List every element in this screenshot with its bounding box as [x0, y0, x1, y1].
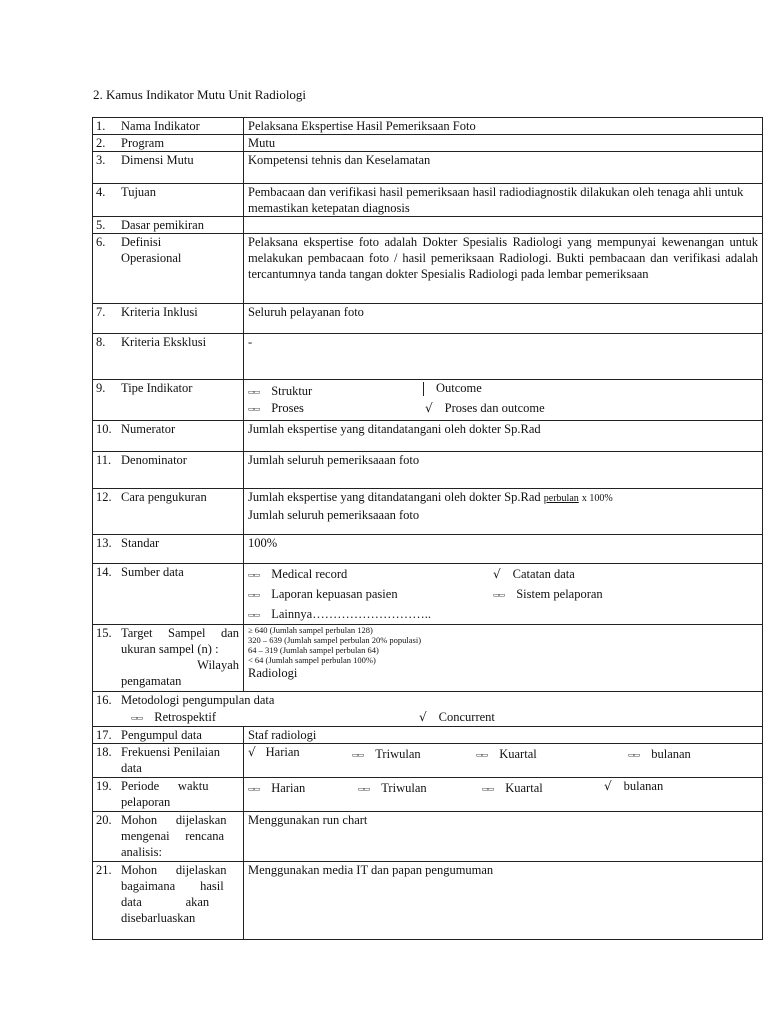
- row-label: Operasional: [121, 251, 182, 265]
- option-harian: Harian: [265, 745, 300, 759]
- row-number: 11.: [96, 453, 112, 467]
- table-row: [93, 421, 763, 452]
- option-outcome: Outcome: [436, 381, 482, 395]
- checkbox-empty-icon: ▭▭: [248, 785, 260, 794]
- row-number: 21.: [96, 863, 112, 877]
- table-row: [93, 452, 763, 489]
- row-value: 100%: [244, 535, 763, 564]
- table-row: [93, 184, 763, 217]
- option-laporan-kepuasan: Laporan kepuasan pasien: [271, 587, 398, 601]
- row-value: -: [244, 334, 763, 380]
- row-value: Pembacaan dan verifikasi hasil pemeriksaan hasil radiodiagnostik dilakukan oleh tenaga ahli untuk memastikan ketepatan diagnosis: [244, 184, 763, 217]
- row-number: 9.: [96, 381, 106, 395]
- target-sample-line: 64 – 319 (Jumlah sampel perbulan 64): [248, 645, 379, 655]
- checkbox-empty-icon: ▭▭: [248, 571, 260, 580]
- indicator-table: [92, 117, 763, 940]
- row-number: 18.: [96, 745, 112, 759]
- row-number: 2.: [96, 136, 106, 150]
- row-number: 15.: [96, 626, 112, 640]
- row-number: 8.: [96, 335, 106, 349]
- option-proses: Proses: [271, 401, 304, 415]
- row-label: Kriteria Eksklusi: [121, 335, 207, 349]
- option-catatan-data: Catatan data: [512, 567, 575, 581]
- table-row: [93, 727, 763, 744]
- row-label: Wilayah: [197, 658, 239, 672]
- table-row: [93, 380, 763, 421]
- row-value: Menggunakan run chart: [244, 812, 763, 862]
- target-sample-line: ≥ 640 (Jumlah sampel perbulan 128): [248, 625, 373, 635]
- row-label: Dasar pemikiran: [121, 218, 204, 232]
- formula-multiplier: x 100%: [581, 493, 613, 504]
- formula-denominator: Jumlah seluruh pemeriksaaan foto: [248, 508, 420, 522]
- table-row: [93, 152, 763, 184]
- checkbox-empty-icon: ▭▭: [493, 591, 505, 600]
- target-sample-line: 320 – 639 (Jumlah sampel perbulan 20% populasi): [248, 635, 422, 645]
- row-number: 14.: [96, 565, 112, 579]
- table-row: [93, 217, 763, 234]
- row-number: 19.: [96, 779, 112, 793]
- checkbox-empty-icon: ▭▭: [482, 785, 494, 794]
- row-label: Program: [121, 136, 165, 150]
- row-value: Seluruh pelayanan foto: [244, 304, 763, 334]
- row-value: Jumlah ekspertise yang ditandatangani oleh dokter Sp.Rad: [244, 421, 763, 452]
- option-bulanan: bulanan: [623, 779, 664, 793]
- table-row: [93, 692, 763, 727]
- row-label: Frekuensi Penilaian: [121, 745, 220, 759]
- checkbox-empty-icon: ▭▭: [248, 611, 260, 620]
- checkmark-icon: √: [419, 710, 427, 724]
- row-number: 13.: [96, 536, 112, 550]
- row-label: pelaporan: [121, 795, 171, 809]
- row-number: 16.: [96, 693, 112, 707]
- table-row: [93, 564, 763, 625]
- checkbox-empty-icon: ▭▭: [352, 751, 364, 760]
- row-label: Dimensi Mutu: [121, 153, 194, 167]
- row-number: 4.: [96, 185, 106, 199]
- row-label: Numerator: [121, 422, 176, 436]
- option-concurrent: Concurrent: [438, 710, 495, 724]
- row-value: Pelaksana Ekspertise Hasil Pemeriksaan Foto: [244, 118, 763, 135]
- checkbox-empty-icon: ▭▭: [628, 751, 640, 760]
- row-label: Metodologi pengumpulan data: [121, 693, 275, 707]
- table-row: [93, 778, 763, 812]
- table-row: [93, 234, 763, 304]
- option-triwulan: Triwulan: [375, 747, 421, 761]
- row-number: 3.: [96, 153, 106, 167]
- row-label: Definisi: [121, 235, 162, 249]
- row-label: mengenai rencana: [121, 829, 225, 843]
- row-value: Kompetensi tehnis dan Keselamatan: [244, 152, 763, 184]
- row-label: data: [121, 761, 142, 775]
- table-row: [93, 812, 763, 862]
- row-value: Radiologi: [248, 666, 298, 680]
- row-value: Jumlah seluruh pemeriksaaan foto: [244, 452, 763, 489]
- formula-perbulan: perbulan: [543, 493, 579, 504]
- row-label: Tujuan: [121, 185, 156, 199]
- option-triwulan: Triwulan: [381, 781, 427, 795]
- table-row: [93, 118, 763, 135]
- option-kuartal: Kuartal: [499, 747, 537, 761]
- checkmark-icon: √: [425, 401, 433, 415]
- option-proses-outcome: Proses dan outcome: [444, 401, 545, 415]
- row-label: Pengumpul data: [121, 728, 202, 742]
- table-row: [93, 535, 763, 564]
- checkbox-empty-icon: ▭▭: [248, 405, 260, 414]
- checkbox-empty-icon: ▭▭: [248, 388, 260, 397]
- row-label: Nama Indikator: [121, 119, 200, 133]
- target-sample-line: < 64 (Jumlah sampel perbulan 100%): [248, 655, 376, 665]
- option-struktur: Struktur: [271, 384, 313, 398]
- checkmark-icon: √: [604, 779, 612, 793]
- row-label: data akan: [121, 895, 210, 909]
- row-number: 20.: [96, 813, 112, 827]
- table-row: [93, 135, 763, 152]
- row-number: 17.: [96, 728, 112, 742]
- row-label: Cara pengukuran: [121, 490, 207, 504]
- checkmark-icon: √: [493, 567, 501, 581]
- row-number: 5.: [96, 218, 106, 232]
- checkmark-icon: √: [248, 745, 256, 759]
- row-label: Mohon dijelaskan: [121, 813, 227, 827]
- table-row: [93, 862, 763, 940]
- checkbox-empty-icon: ▭▭: [248, 591, 260, 600]
- table-row: [93, 304, 763, 334]
- row-label: bagaimana hasil: [121, 879, 224, 893]
- option-lainnya: Lainnya………………………..: [271, 607, 431, 621]
- option-sistem-pelaporan: Sistem pelaporan: [516, 587, 603, 601]
- option-retrospektif: Retrospektif: [154, 710, 217, 724]
- row-label: disebarluaskan: [121, 911, 196, 925]
- checkbox-partial-icon: [423, 382, 424, 396]
- row-number: 1.: [96, 119, 106, 133]
- option-harian: Harian: [271, 781, 306, 795]
- option-medical-record: Medical record: [271, 567, 348, 581]
- row-label: Sumber data: [121, 565, 184, 579]
- row-value: Pelaksana ekspertise foto adalah Dokter Spesialis Radiologi yang mempunyai kewenangan untuk melakukan pembacaan foto / hasil pemeriksaan Radiologi. Bukti pembacaan dan verifikasi adalah tercantumnya tanda tangan dokter Spesialis Radiologi pada lembar pemeriksaan: [244, 234, 763, 304]
- table-row: [93, 744, 763, 778]
- formula-numerator: Jumlah ekspertise yang ditandatangani oleh dokter Sp.Rad: [248, 490, 541, 504]
- checkbox-empty-icon: ▭▭: [476, 751, 488, 760]
- option-kuartal: Kuartal: [505, 781, 543, 795]
- row-label: pengamatan: [121, 674, 182, 688]
- row-number: 10.: [96, 422, 112, 436]
- option-bulanan: bulanan: [651, 747, 691, 761]
- row-value: Staf radiologi: [244, 727, 763, 744]
- checkbox-empty-icon: ▭▭: [131, 714, 143, 723]
- row-value: Mutu: [244, 135, 763, 152]
- page-heading: 2. Kamus Indikator Mutu Unit Radiologi: [93, 87, 307, 102]
- row-value: [244, 217, 763, 234]
- row-label: Tipe Indikator: [121, 381, 193, 395]
- row-label: analisis:: [121, 845, 162, 859]
- row-value: Menggunakan media IT dan papan pengumuman: [244, 862, 763, 940]
- table-row: [93, 334, 763, 380]
- row-label: Kriteria Inklusi: [121, 305, 198, 319]
- row-number: 12.: [96, 490, 112, 504]
- row-number: 7.: [96, 305, 106, 319]
- row-label: Standar: [121, 536, 160, 550]
- table-row: [93, 625, 763, 692]
- row-label: Target Sampel dan: [121, 626, 239, 640]
- table-row: [93, 489, 763, 535]
- row-label: Periode waktu: [121, 779, 209, 793]
- row-number: 6.: [96, 235, 106, 249]
- checkbox-empty-icon: ▭▭: [358, 785, 370, 794]
- row-label: Mohon dijelaskan: [121, 863, 227, 877]
- row-label: ukuran sampel (n) :: [121, 642, 219, 656]
- row-label: Denominator: [121, 453, 187, 467]
